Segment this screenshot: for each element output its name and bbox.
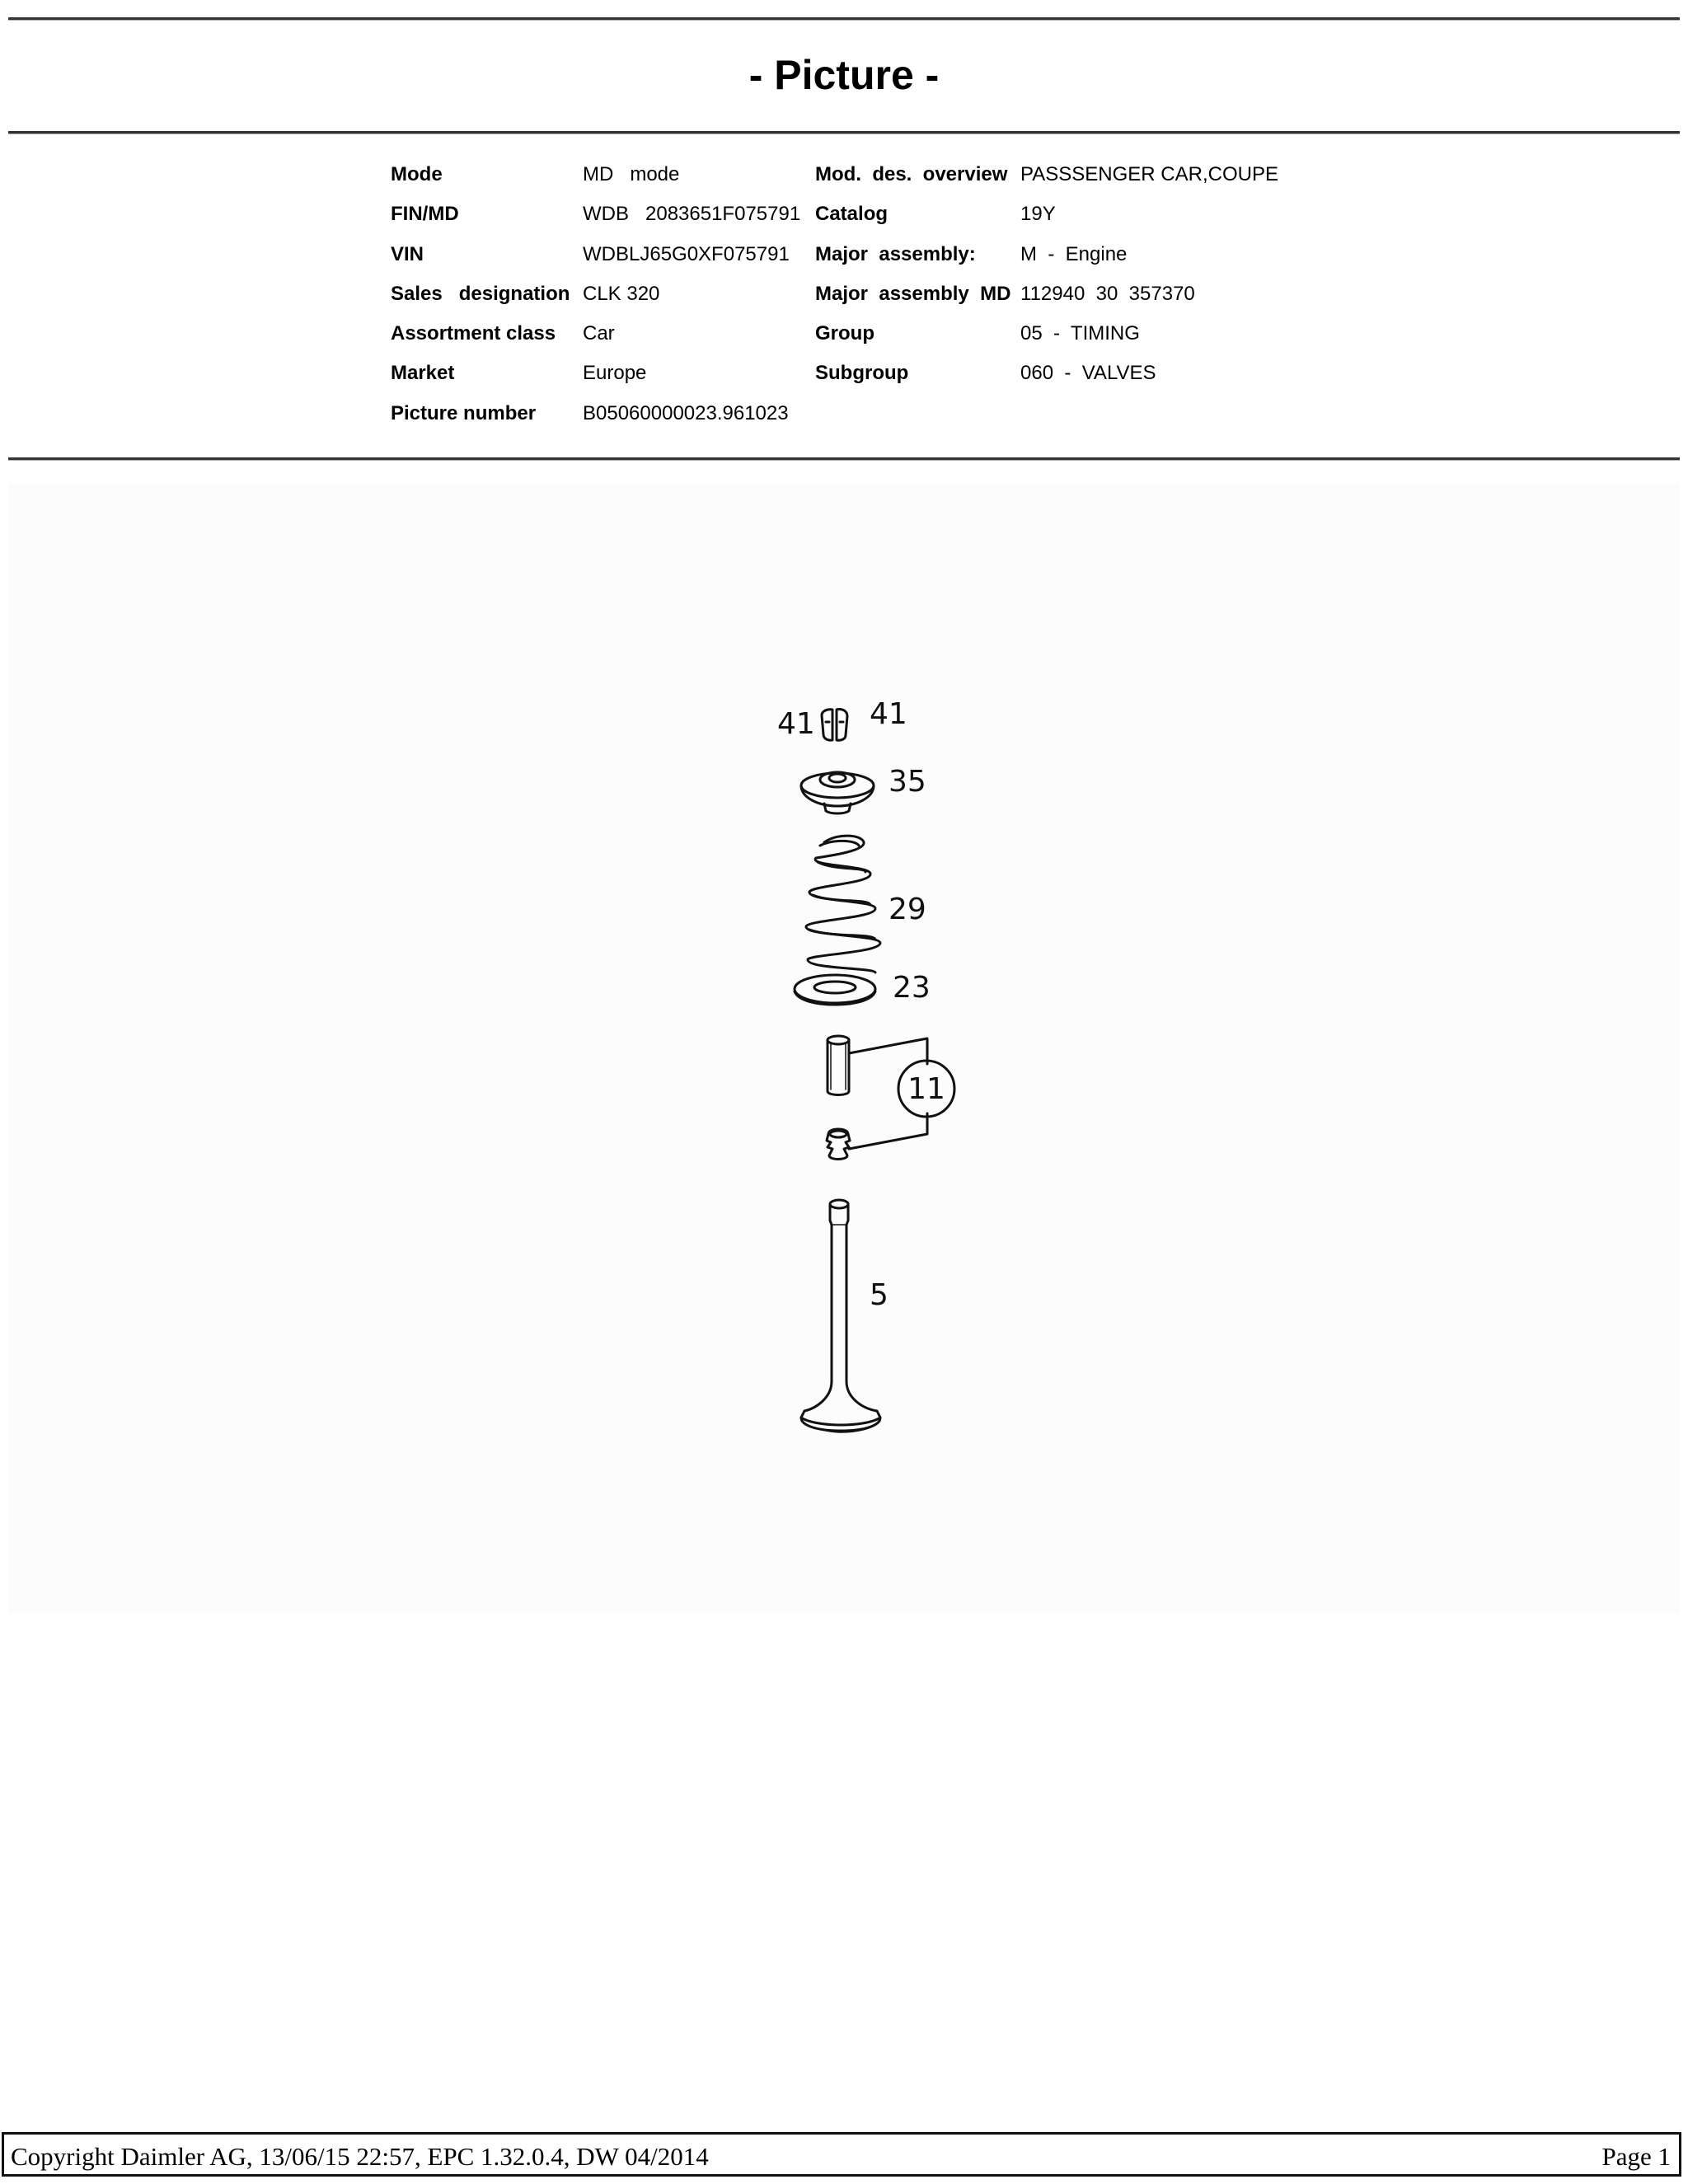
market-label: Market xyxy=(391,362,455,385)
fin-label: FIN/MD xyxy=(391,203,459,226)
spring-seat-washer-part xyxy=(795,975,875,1005)
callout-41-right: 41 xyxy=(870,697,907,731)
model-overview-label: Mod. des. overview xyxy=(815,163,1008,185)
picture-number-label: Picture number xyxy=(391,401,537,424)
major-assembly-label: Major assembly: xyxy=(815,242,976,265)
group-label: Group xyxy=(815,322,874,345)
callout-5: 5 xyxy=(870,1278,889,1312)
mode-value: MD mode xyxy=(583,163,680,185)
sales-designation-value: CLK 320 xyxy=(583,282,660,305)
exploded-view-drawing xyxy=(8,483,1680,1614)
catalog-value: 19Y xyxy=(1020,203,1056,226)
valve-spring-part xyxy=(806,836,880,972)
subgroup-value: 060 - VALVES xyxy=(1020,362,1156,385)
valve-keeper-part xyxy=(822,709,847,740)
callout-41-left: 41 xyxy=(777,707,815,741)
copyright-text: Copyright Daimler AG, 13/06/15 22:57, EPC 1.32.0.4, DW 04/2014 xyxy=(11,2142,709,2171)
page-title: - Picture - xyxy=(748,52,940,98)
callout-29: 29 xyxy=(889,893,926,926)
major-assembly-value: M - Engine xyxy=(1020,242,1128,265)
info-rule xyxy=(8,457,1680,461)
valve-part xyxy=(801,1200,880,1432)
page-number: Page 1 xyxy=(1601,2142,1671,2171)
header-rule xyxy=(8,131,1680,134)
picture-number-value: B05060000023.961023 xyxy=(583,401,789,424)
callout-23: 23 xyxy=(893,971,931,1005)
vin-label: VIN xyxy=(391,242,424,265)
callout-35: 35 xyxy=(889,765,926,799)
sales-designation-label: Sales designation xyxy=(391,282,570,305)
major-assembly-md-label: Major assembly MD xyxy=(815,282,1011,305)
group-value: 05 - TIMING xyxy=(1020,322,1140,345)
major-assembly-md-value: 112940 30 357370 xyxy=(1020,282,1195,305)
assortment-class-label: Assortment class xyxy=(391,322,556,345)
assortment-class-value: Car xyxy=(583,322,615,345)
footer-bar xyxy=(2,2132,1681,2177)
catalog-label: Catalog xyxy=(815,203,889,226)
subgroup-label: Subgroup xyxy=(815,362,909,385)
vin-value: WDBLJ65G0XF075791 xyxy=(583,242,790,265)
top-rule xyxy=(8,17,1680,21)
market-value: Europe xyxy=(583,362,647,385)
fin-value: WDB 2083651F075791 xyxy=(583,203,801,226)
callout-11: 11 xyxy=(907,1072,945,1106)
mode-label: Mode xyxy=(391,163,443,185)
spring-retainer-part xyxy=(801,772,874,813)
model-overview-value: PASSSENGER CAR,COUPE xyxy=(1020,163,1278,185)
parts-diagram xyxy=(8,483,1680,1614)
